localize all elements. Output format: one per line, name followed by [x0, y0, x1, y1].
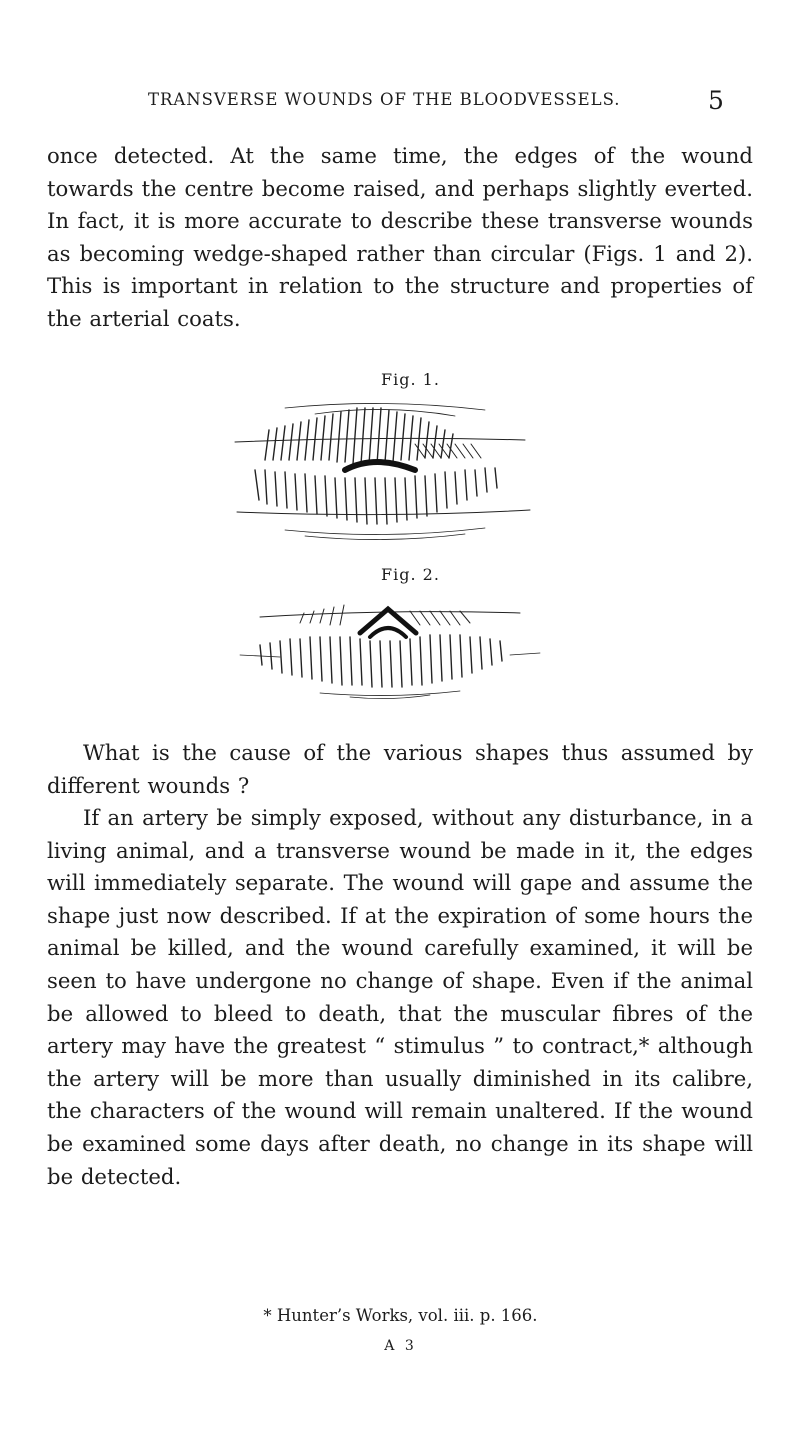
figure-1-caption: Fig. 1.: [381, 370, 440, 389]
page-header: [0, 86, 801, 120]
paragraph-3: If an artery be simply exposed, without any disturbance, in a living animal, and a transverse wound be made in it, the edges will immediately separate. The wound will gape and assume the shape just now described. If at the expiration of some hours the animal be killed, and the wound carefully examined, it will be seen to have undergone no change of shape. Even if the animal be allowed to bleed to death, that the muscular fibres of the artery may have the greatest “ stimulus ” to contract,* although the artery will be more than usually diminished in its calibre, the characters of the wound will remain unaltered. If the wound be examined some days after death, no change in its shape will be detected.: [47, 805, 753, 1189]
figure-2-caption: Fig. 2.: [381, 565, 440, 584]
running-head: TRANSVERSE WOUNDS OF THE BLOODVESSELS.: [148, 90, 621, 110]
page-number: 5: [708, 86, 724, 115]
paragraph-2: What is the cause of the various shapes thus assumed by different wounds ?: [47, 740, 753, 798]
figure-1-wedge-wound-illustration: [225, 400, 545, 550]
signature-mark: A 3: [384, 1338, 417, 1354]
paragraph-1: once detected. At the same time, the edges of the wound towards the centre become raised, and perhaps slightly everted. In fact, it is more accurate to describe these transverse wounds as becoming wedge-shaped rather than circular (Figs. 1 and 2). This is important in relation to the structure and properties of the arterial coats.: [47, 143, 753, 331]
figure-2-wedge-wound-illustration: [220, 595, 560, 700]
footnote: * Hunter’s Works, vol. iii. p. 166.: [263, 1306, 538, 1325]
